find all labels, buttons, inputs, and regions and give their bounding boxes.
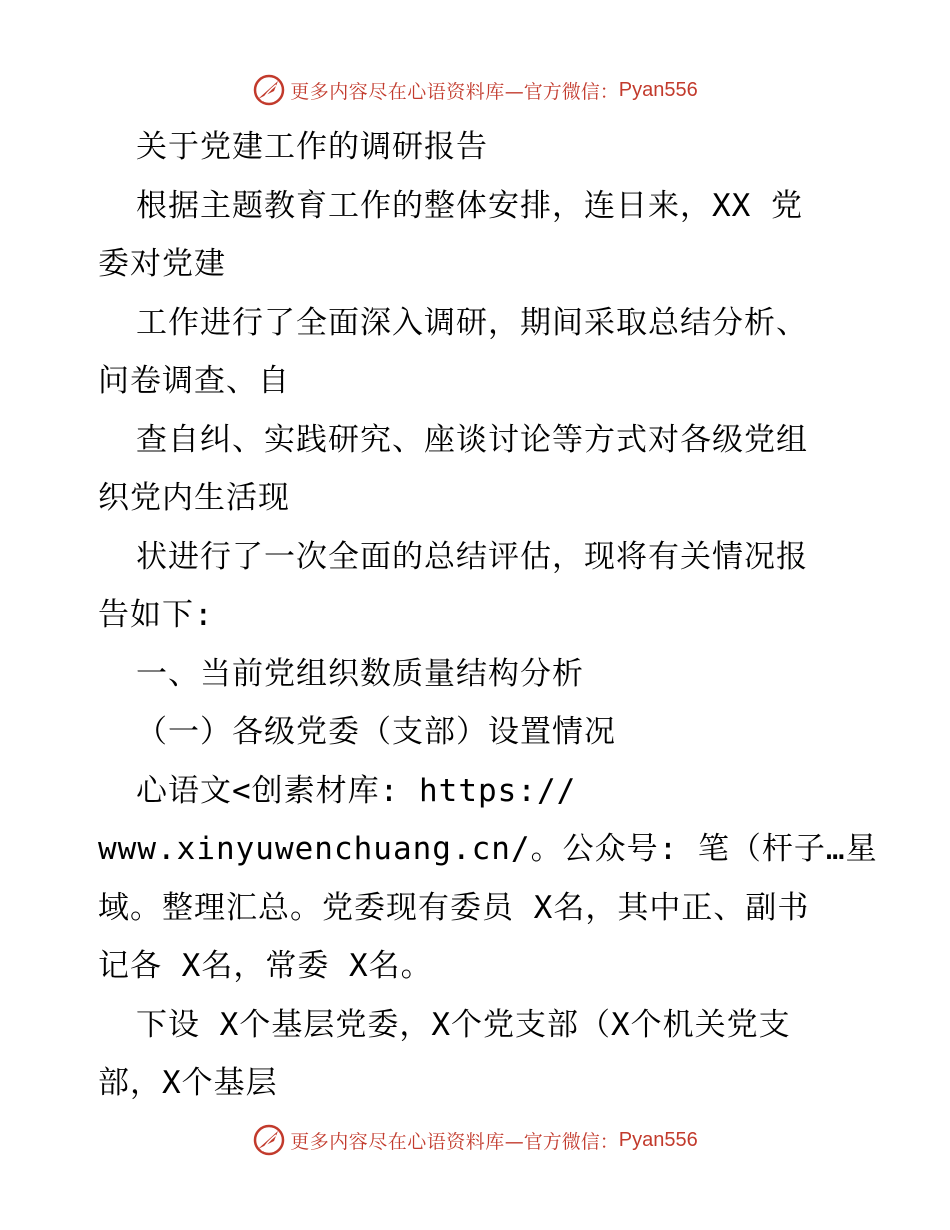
document-line: 关于党建工作的调研报告 <box>136 129 488 165</box>
document-line: 委对党建 <box>98 246 226 282</box>
document-line: 工作进行了全面深入调研，期间采取总结分析、 <box>136 304 808 341</box>
document-line: 问卷调查、自 <box>98 363 290 399</box>
banner-text: 更多内容尽在心语资料库 <box>290 80 505 103</box>
document-line: 织党内生活现 <box>98 480 290 516</box>
document-line: 状进行了一次全面的总结评估，现将有关情况报 <box>136 538 808 575</box>
document-line: 下设 X个基层党委，X个党支部（X个机关党支 <box>136 1006 791 1043</box>
document-body <box>98 118 878 1113</box>
feather-quill-logo-icon <box>252 1123 286 1157</box>
document-line: 查自纠、实践研究、座谈讨论等方式对各级党组 <box>136 421 808 458</box>
document-line: （一）各级党委（支部）设置情况 <box>136 714 616 750</box>
document-line: www.xinyuwenchuang.cn/。公众号: 笔（杆子…星 <box>98 831 878 867</box>
banner-separator: —官方微信： <box>504 80 619 103</box>
document-line: 根据主题教育工作的整体安排，连日来，XX 党 <box>136 187 803 224</box>
banner-wechat-id: Pyan556 <box>618 1128 698 1151</box>
document-line: 记各 X名，常委 X名。 <box>98 948 433 984</box>
document-line: 部，X个基层 <box>98 1065 278 1101</box>
feather-quill-logo-icon <box>252 73 286 107</box>
footer-watermark-banner <box>0 1120 950 1160</box>
document-line: 告如下: <box>98 597 214 633</box>
banner-wechat-id: Pyan556 <box>618 78 698 101</box>
document-line: 一、当前党组织数质量结构分析 <box>136 655 584 692</box>
document-line: 心语文<创素材库: https:// <box>136 772 577 809</box>
banner-separator: —官方微信： <box>504 1130 619 1153</box>
document-line: 域。整理汇总。党委现有委员 X名，其中正、副书 <box>98 889 810 926</box>
header-watermark-banner <box>0 70 950 110</box>
banner-text: 更多内容尽在心语资料库 <box>290 1130 505 1153</box>
